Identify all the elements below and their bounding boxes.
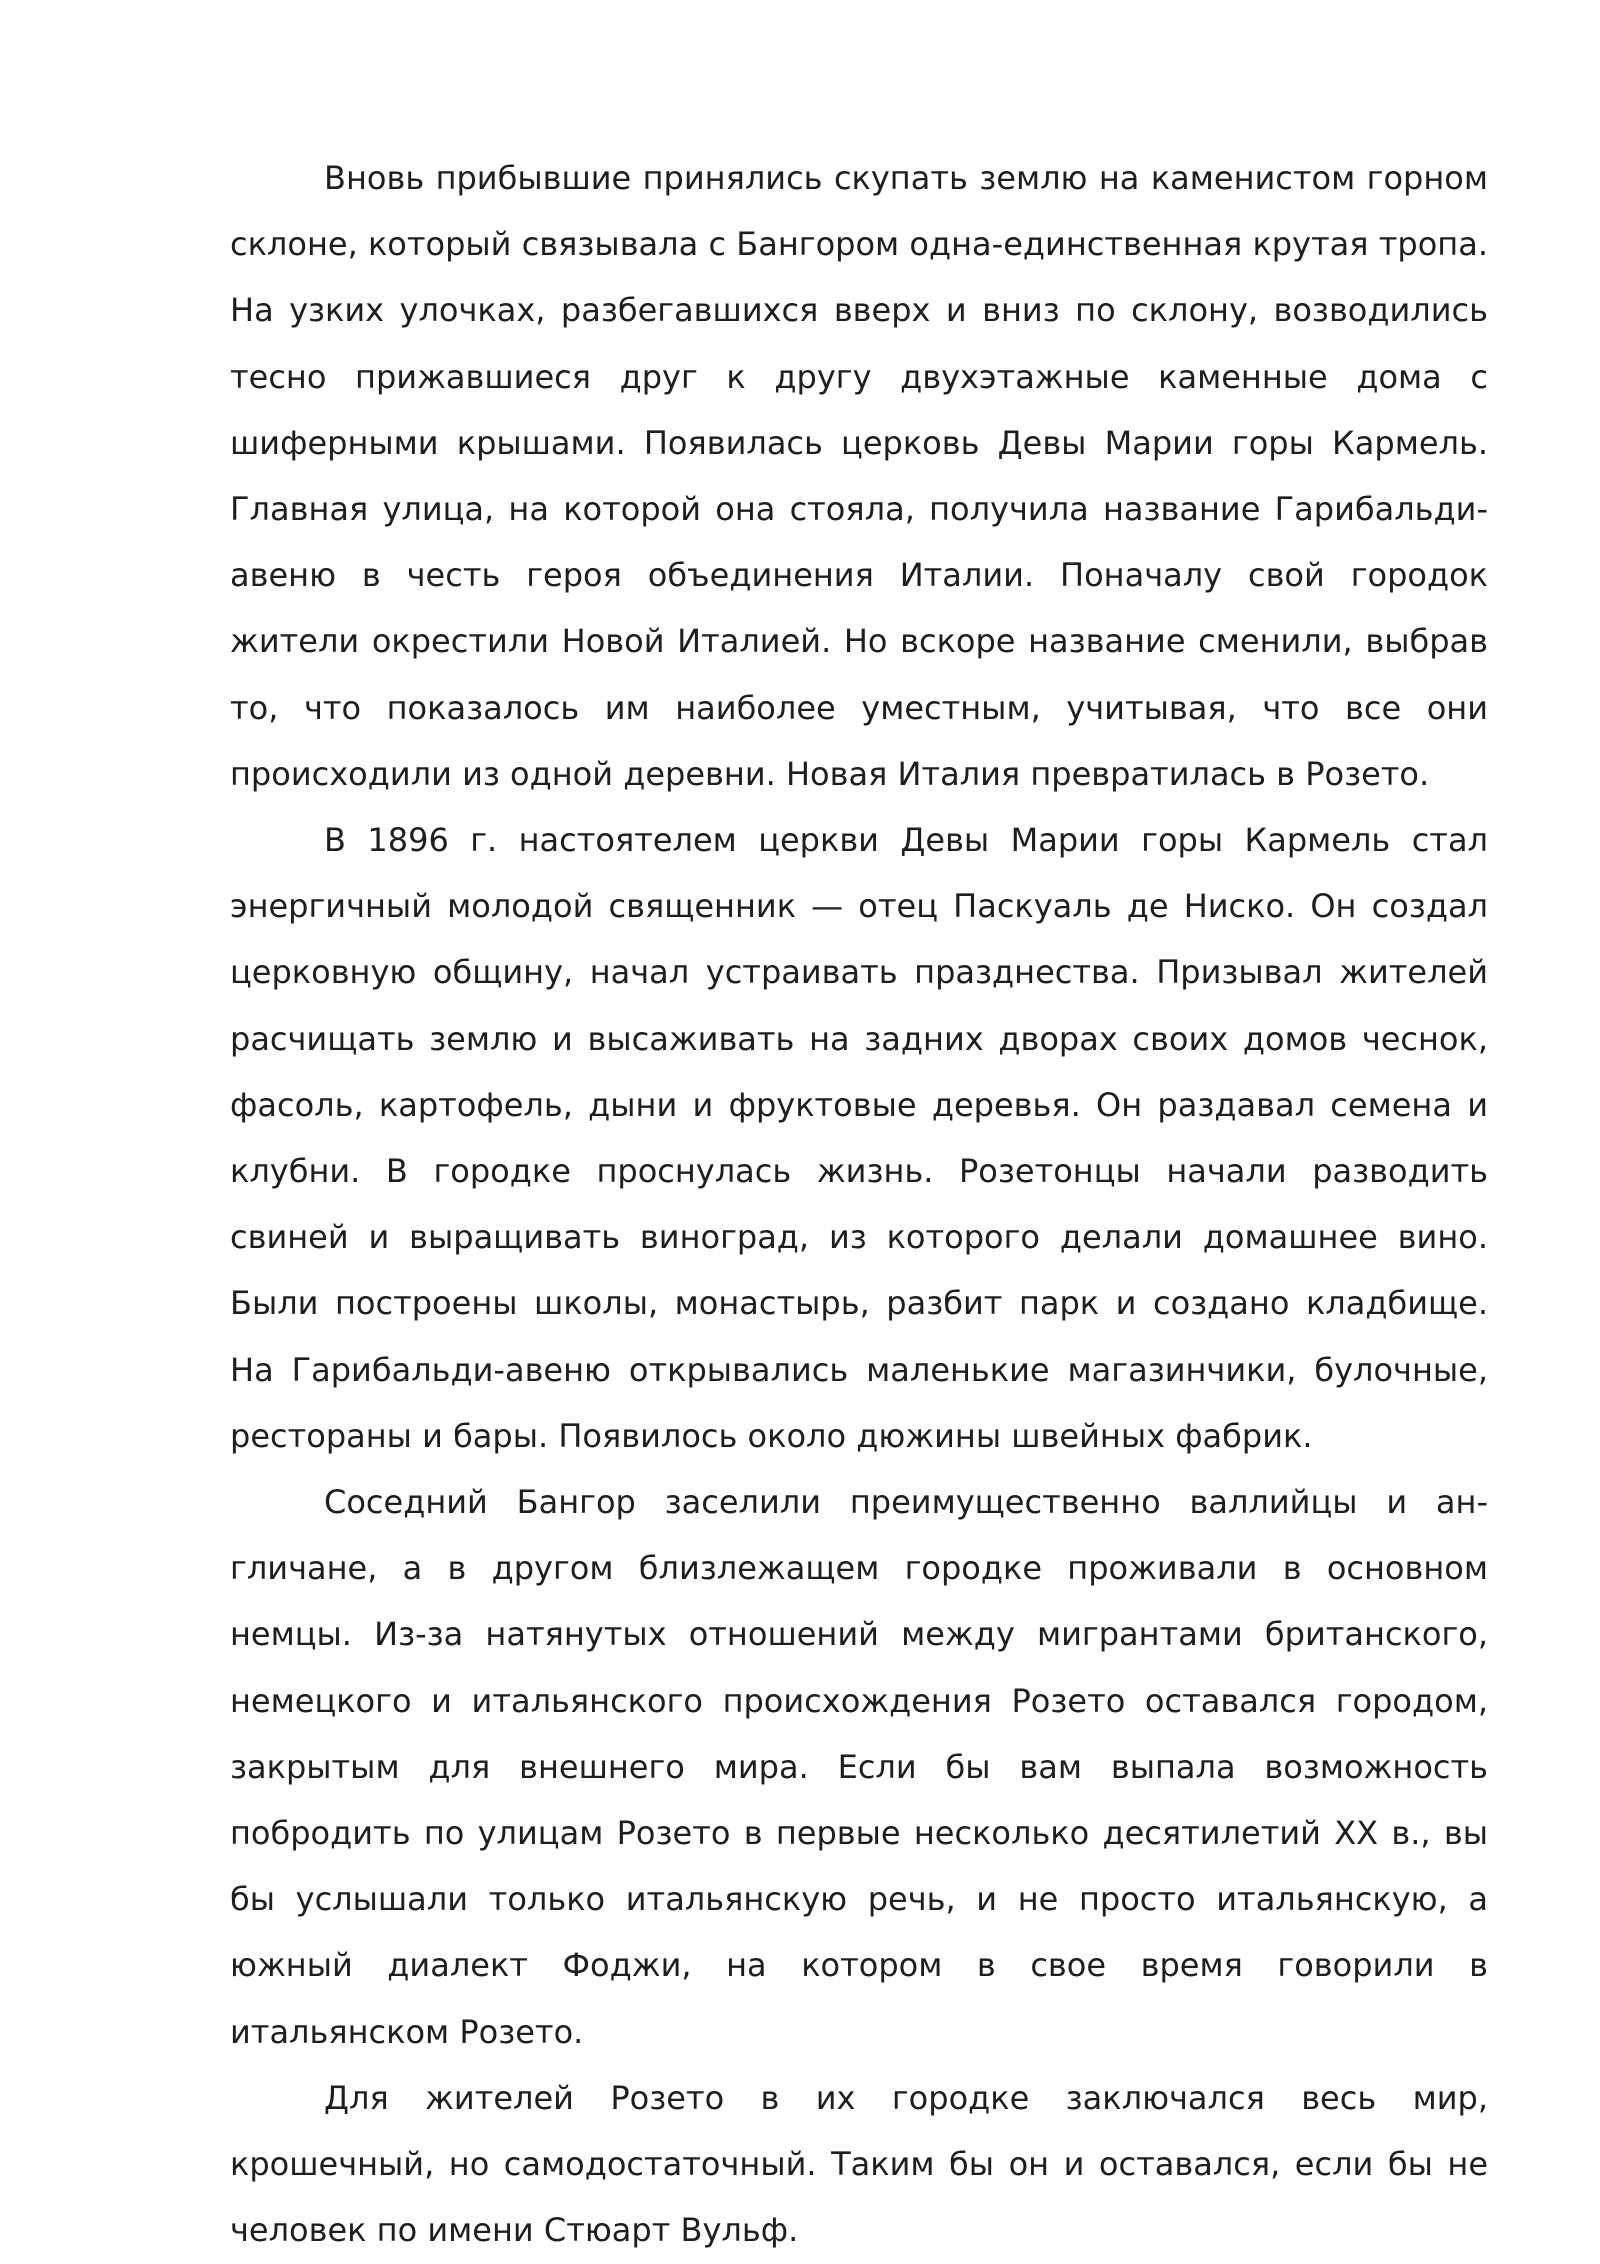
paragraph-2: В 1896 г. настоятелем церкви Девы Марии горы Кармель стал энергичный молодой священник — отец Паскуаль де Ниско. Он создал церковную общину, начал устраивать празднества. Призывал жителей расчищать землю и высаживать на задних дворах своих домов чеснок, фасоль, картофель, дыни и фруктовые деревья. Он раздавал семена и клубни. В городке проснулась жизнь. Розетонцы начали разводить свиней и выращивать виноград, из которого делали домашнее вино. Были построены школы, монастырь, разбит парк и создано кладбище. На Гарибальди-авеню открывались маленькие магазинчики, булочные, рестораны и бары. Появилось около дюжины швейных фабрик. (230, 821, 1488, 1455)
paragraph-1: Вновь прибывшие принялись скупать землю на каменистом горном склоне, который связывала с Бангором одна-единственная крутая тропа. На узких улочках, разбегавшихся вверх и вниз по склону, возводились тесно прижавшиеся друг к другу двухэтажные каменные дома с шиферными крышами. Появилась церковь Девы Марии горы Кармель. Главная улица, на которой она стояла, получила название Гарибальди- авеню в честь героя объединения Италии. Поначалу свой городок жители окрестили Новой Италией. Но вскоре название сменили, выбрав то, что показалось им наиболее уместным, учитывая, что все они происходили из одной деревни. Новая Италия превратилась в Розето. (230, 159, 1488, 793)
document-page (230, 145, 1488, 2264)
paragraph-3: Соседний Бангор заселили преимущественно валлийцы и ан- гличане, а в другом близлежащем городке проживали в основном немцы. Из-за натянутых отношений между мигрантами британского, немецкого и итальянского происхождения Розето оставался городом, закрытым для внешнего мира. Если бы вам выпала возможность побродить по улицам Розето в первые несколько десятилетий XX в., вы бы услышали только итальянскую речь, и не просто итальянскую, а южный диалект Фоджи, на котором в свое время говорили в итальянском Розето. (230, 1483, 1488, 2051)
paragraph-4: Для жителей Розето в их городке заключался весь мир, крошечный, но самодостаточный. Таким бы он и оставался, если бы не человек по имени Стюарт Вульф. (230, 2078, 1488, 2250)
